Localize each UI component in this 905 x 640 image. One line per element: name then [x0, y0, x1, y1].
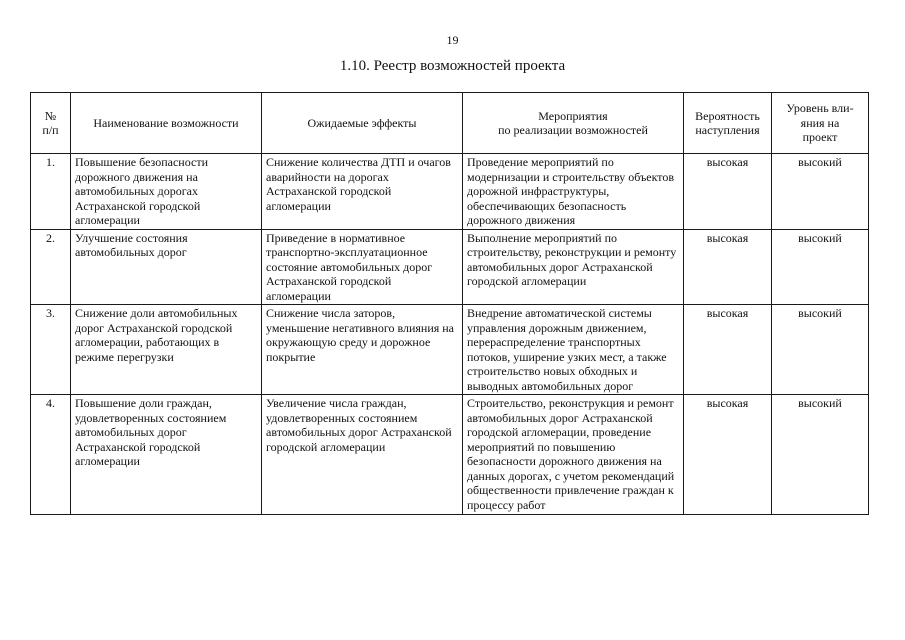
header-measures-line1: Мероприятия	[538, 108, 608, 123]
header-impact-line2: яния на	[800, 115, 840, 130]
probability: высокая	[684, 154, 772, 230]
impact-level: высокий	[772, 229, 869, 305]
header-measures-line2: по реализации возможностей	[498, 123, 648, 137]
measures: Проведение мероприятий по модернизации и строительству объектов дорожной инфраструктуры, обеспечивающих безопасность дорожного движения	[463, 154, 684, 230]
probability: высокая	[684, 395, 772, 515]
impact-level: высокий	[772, 305, 869, 395]
page-title: 1.10. Реестр возможностей проекта	[339, 58, 566, 74]
header-impact-line1: Уровень вли-	[786, 101, 854, 116]
probability: высокая	[684, 305, 772, 395]
table-row	[31, 395, 869, 515]
expected-effects: Снижение числа заторов, уменьшение негативного влияния на окружающую среду и дорожное покрытие	[262, 305, 463, 395]
header-measures	[463, 93, 684, 154]
header-impact	[772, 93, 869, 154]
row-number: 2.	[31, 229, 71, 305]
measures: Внедрение автоматической системы управления дорожным движением, перераспределение транспортных потоков, уширение узких мест, а также строительство новых обходных и выводных автомобильных дорог	[463, 305, 684, 395]
table-row	[31, 305, 869, 395]
header-impact-line3: проект	[802, 130, 838, 145]
expected-effects: Приведение в нормативное транспортно-эксплуатационное состояние автомобильных дорог Астраханской городской агломерации	[262, 229, 463, 305]
page-number: 19	[446, 33, 459, 47]
header-name: Наименование возможности	[71, 93, 262, 154]
measures: Строительство, реконструкция и ремонт автомобильных дорог Астраханской городской агломерации, проведение мероприятий по повышению безопасности дорожного движения на данных дорогах, с учетом рекомендаций общественности привлечение граждан к процессу работ	[463, 395, 684, 515]
header-number-line2: п/п	[42, 123, 59, 137]
row-number: 1.	[31, 154, 71, 230]
header-number-line1: №	[44, 108, 57, 123]
opportunity-name: Снижение доли автомобильных дорог Астраханской городской агломерации, работающих в режиме перегрузки	[71, 305, 262, 395]
opportunity-registry-table	[30, 92, 869, 515]
probability: высокая	[684, 229, 772, 305]
expected-effects: Увеличение числа граждан, удовлетворенных состоянием автомобильных дорог Астраханской городской агломерации	[262, 395, 463, 515]
table-row	[31, 229, 869, 305]
impact-level: высокий	[772, 154, 869, 230]
row-number: 3.	[31, 305, 71, 395]
header-number	[31, 93, 71, 154]
row-number: 4.	[31, 395, 71, 515]
header-effects: Ожидаемые эффекты	[262, 93, 463, 154]
header-probability-line1: Вероятность	[695, 108, 760, 123]
header-probability	[684, 93, 772, 154]
header-probability-line2: наступления	[695, 123, 760, 137]
opportunity-name: Повышение безопасности дорожного движения на автомобильных дорогах Астраханской городской агломерации	[71, 154, 262, 230]
table-row	[31, 154, 869, 230]
opportunity-name: Повышение доли граждан, удовлетворенных состоянием автомобильных дорог Астраханской городской агломерации	[71, 395, 262, 515]
impact-level: высокий	[772, 395, 869, 515]
expected-effects: Снижение количества ДТП и очагов аварийности на дорогах Астраханской городской агломерации	[262, 154, 463, 230]
opportunity-name: Улучшение состояния автомобильных дорог	[71, 229, 262, 305]
table-header-row	[31, 93, 869, 154]
measures: Выполнение мероприятий по строительству, реконструкции и ремонту автомобильных дорог Астраханской городской агломерации	[463, 229, 684, 305]
